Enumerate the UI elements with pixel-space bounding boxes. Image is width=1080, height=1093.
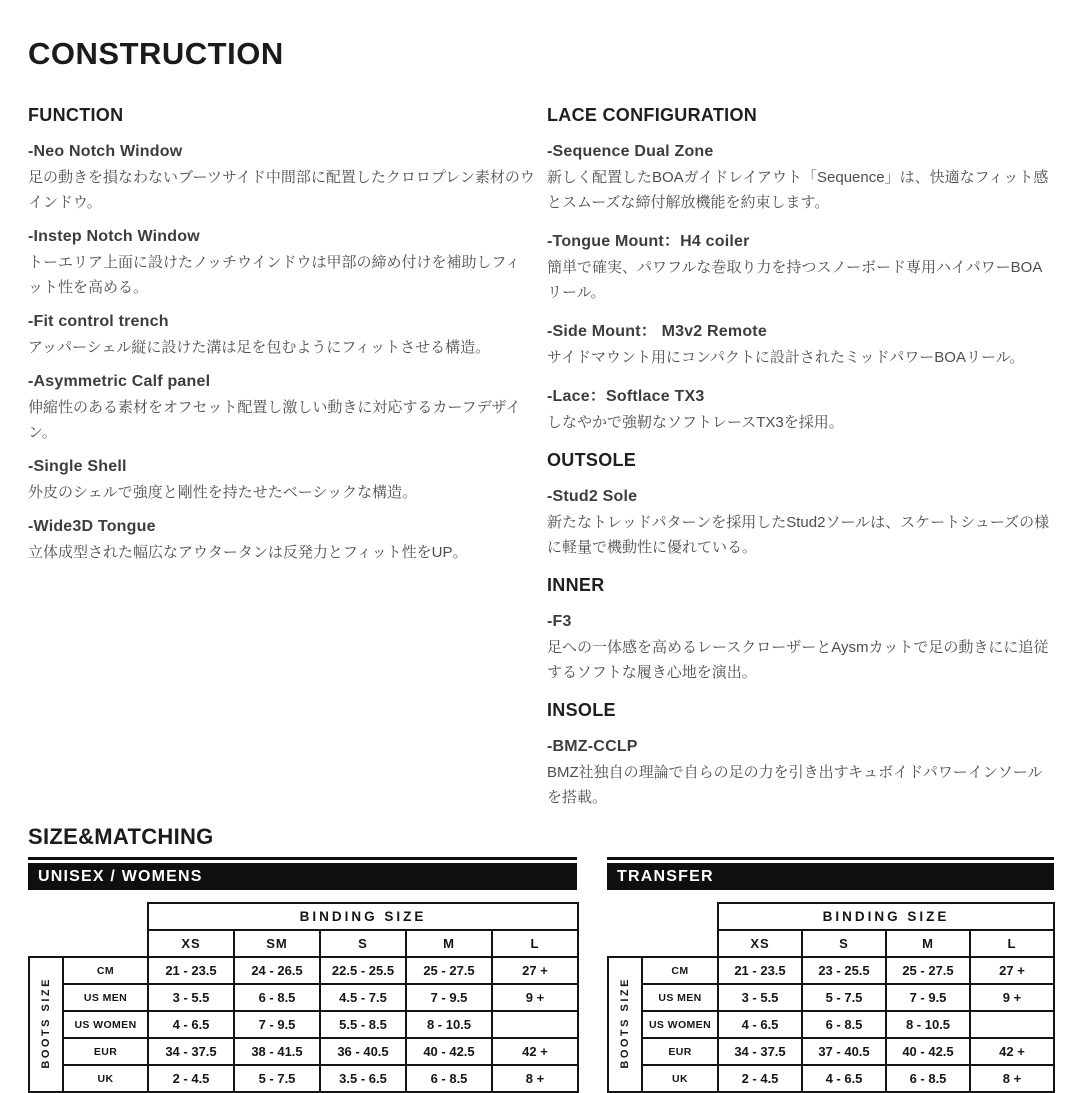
size-cell: 42 + bbox=[492, 1038, 578, 1065]
size-cell: 5.5 - 8.5 bbox=[320, 1011, 406, 1038]
table-row bbox=[608, 984, 1054, 1011]
size-cell: 7 - 9.5 bbox=[234, 1011, 320, 1038]
boots-size-label: BOOTS SIZE bbox=[40, 977, 52, 1069]
feature-item-tongue-mount-h4 bbox=[547, 228, 1054, 305]
feature-desc: 新たなトレッドパターンを採用したStud2ソールは、スケートシューズの様に軽量で機動性に優れている。 bbox=[547, 514, 1050, 556]
feature-item-stud2-sole bbox=[547, 488, 1054, 560]
feature-desc: 伸縮性のある素材をオフセット配置し激しい動きに対応するカーフデザイン。 bbox=[28, 399, 521, 441]
size-cell bbox=[970, 1011, 1054, 1038]
size-cell: 6 - 8.5 bbox=[802, 1011, 886, 1038]
size-cell: 4 - 6.5 bbox=[718, 1011, 802, 1038]
table-row bbox=[29, 1011, 578, 1038]
size-cell: 8 - 10.5 bbox=[406, 1011, 492, 1038]
size-col-header: XS bbox=[148, 930, 234, 957]
size-cell: 6 - 8.5 bbox=[406, 1065, 492, 1092]
feature-item-asymmetric-calf-panel bbox=[28, 373, 535, 445]
feature-title: -Asymmetric Calf panel bbox=[28, 373, 211, 390]
size-cell: 5 - 7.5 bbox=[234, 1065, 320, 1092]
unisex-womens-table-block bbox=[28, 857, 577, 1093]
row-label: US MEN bbox=[63, 984, 148, 1011]
feature-item-softlace-tx3 bbox=[547, 383, 1054, 435]
size-cell: 9 + bbox=[492, 984, 578, 1011]
size-cell: 36 - 40.5 bbox=[320, 1038, 406, 1065]
row-label: US MEN bbox=[642, 984, 718, 1011]
feature-item-bmz-cclp bbox=[547, 738, 1054, 810]
size-cell: 27 + bbox=[492, 957, 578, 984]
size-col-header: SM bbox=[234, 930, 320, 957]
table-top-rule bbox=[607, 857, 1054, 860]
feature-item-single-shell bbox=[28, 458, 535, 505]
size-col-header: M bbox=[886, 930, 970, 957]
table-top-rule bbox=[28, 857, 577, 860]
table-row bbox=[608, 1011, 1054, 1038]
feature-item-sequence-dual-zone bbox=[547, 143, 1054, 215]
table-row bbox=[608, 957, 1054, 984]
size-cell: 8 + bbox=[970, 1065, 1054, 1092]
boots-size-label: BOOTS SIZE bbox=[619, 977, 631, 1069]
size-col-header: XS bbox=[718, 930, 802, 957]
spacer-cell bbox=[29, 903, 148, 930]
feature-desc: 足の動きを損なわないブーツサイド中間部に配置したクロロプレン素材のウインドウ。 bbox=[28, 169, 535, 211]
size-cell: 7 - 9.5 bbox=[886, 984, 970, 1011]
feature-desc: 足への一体感を高めるレースクローザーとAysmカットで足の動きにに追従するソフトな履き心地を演出。 bbox=[547, 639, 1049, 681]
size-cell: 6 - 8.5 bbox=[234, 984, 320, 1011]
feature-desc: 外皮のシェルで強度と剛性を持たせたベーシックな構造。 bbox=[28, 484, 418, 501]
feature-title: -F3 bbox=[547, 613, 572, 630]
size-cell: 3.5 - 6.5 bbox=[320, 1065, 406, 1092]
feature-desc: 立体成型された幅広なアウタータンは反発力とフィット性をUP。 bbox=[28, 544, 468, 561]
feature-item-instep-notch-window bbox=[28, 228, 535, 300]
feature-title: -Side Mount： M3v2 Remote bbox=[547, 323, 767, 340]
size-col-header: S bbox=[802, 930, 886, 957]
size-cell: 34 - 37.5 bbox=[148, 1038, 234, 1065]
feature-desc: BMZ社独自の理論で自らの足の力を引き出すキュボイドパワーインソールを搭載。 bbox=[547, 764, 1043, 806]
size-cell: 2 - 4.5 bbox=[718, 1065, 802, 1092]
unisex-womens-size-table bbox=[28, 902, 579, 1093]
feature-item-side-mount-m3v2 bbox=[547, 318, 1054, 370]
size-cell: 3 - 5.5 bbox=[148, 984, 234, 1011]
table-row bbox=[608, 1038, 1054, 1065]
table-category-label: TRANSFER bbox=[617, 867, 714, 885]
transfer-table-block bbox=[607, 857, 1054, 1093]
feature-title: -Single Shell bbox=[28, 458, 127, 475]
feature-desc: アッパーシェル縦に設けた溝は足を包むようにフィットさせる構造。 bbox=[28, 339, 491, 356]
spacer-cell bbox=[608, 903, 718, 930]
table-row bbox=[608, 1065, 1054, 1092]
details-column bbox=[547, 105, 1054, 810]
spacer-cell bbox=[29, 930, 148, 957]
size-matching-heading: SIZE&MATCHING bbox=[28, 824, 214, 849]
size-cell: 34 - 37.5 bbox=[718, 1038, 802, 1065]
size-cell: 40 - 42.5 bbox=[406, 1038, 492, 1065]
feature-desc: しなやかで強靭なソフトレースTX3を採用。 bbox=[547, 414, 844, 431]
size-cell: 7 - 9.5 bbox=[406, 984, 492, 1011]
size-cell: 22.5 - 25.5 bbox=[320, 957, 406, 984]
size-cell: 8 - 10.5 bbox=[886, 1011, 970, 1038]
row-label: EUR bbox=[642, 1038, 718, 1065]
size-col-header: L bbox=[492, 930, 578, 957]
feature-item-fit-control-trench bbox=[28, 313, 535, 360]
size-cell: 42 + bbox=[970, 1038, 1054, 1065]
row-label: UK bbox=[642, 1065, 718, 1092]
table-category-label: UNISEX / WOMENS bbox=[38, 867, 203, 885]
feature-title: -Lace：Softlace TX3 bbox=[547, 388, 705, 405]
section-heading-outsole: OUTSOLE bbox=[547, 450, 637, 470]
feature-title: -Instep Notch Window bbox=[28, 228, 200, 245]
table-row bbox=[29, 957, 578, 984]
size-cell: 2 - 4.5 bbox=[148, 1065, 234, 1092]
table-row bbox=[29, 1065, 578, 1092]
feature-desc: 新しく配置したBOAガイドレイアウト「Sequence」は、快適なフィット感とスムーズな締付解放機能を約束します。 bbox=[547, 169, 1049, 211]
boots-size-label-cell bbox=[29, 957, 63, 1092]
size-cell: 21 - 23.5 bbox=[148, 957, 234, 984]
size-col-header: M bbox=[406, 930, 492, 957]
size-cell: 38 - 41.5 bbox=[234, 1038, 320, 1065]
row-label: US WOMEN bbox=[63, 1011, 148, 1038]
section-heading-lace-configuration: LACE CONFIGURATION bbox=[547, 105, 758, 125]
size-cell: 24 - 26.5 bbox=[234, 957, 320, 984]
size-cell bbox=[492, 1011, 578, 1038]
feature-title: -Stud2 Sole bbox=[547, 488, 638, 505]
table-category-bar bbox=[607, 863, 1054, 890]
binding-size-header: BINDING SIZE bbox=[718, 903, 1054, 930]
size-cell: 4 - 6.5 bbox=[802, 1065, 886, 1092]
row-label: US WOMEN bbox=[642, 1011, 718, 1038]
size-cell: 27 + bbox=[970, 957, 1054, 984]
size-cell: 8 + bbox=[492, 1065, 578, 1092]
transfer-size-table bbox=[607, 902, 1055, 1093]
table-category-bar bbox=[28, 863, 577, 890]
table-row bbox=[29, 1038, 578, 1065]
row-label: CM bbox=[63, 957, 148, 984]
size-cell: 6 - 8.5 bbox=[886, 1065, 970, 1092]
size-cell: 3 - 5.5 bbox=[718, 984, 802, 1011]
feature-desc: サイドマウント用にコンパクトに設計されたミッドパワーBOAリール。 bbox=[547, 349, 1025, 366]
feature-title: -Neo Notch Window bbox=[28, 143, 183, 160]
boots-size-label-cell bbox=[608, 957, 642, 1092]
size-cell: 21 - 23.5 bbox=[718, 957, 802, 984]
size-cell: 40 - 42.5 bbox=[886, 1038, 970, 1065]
feature-desc: トーエリア上面に設けたノッチウインドウは甲部の締め付けを補助しフィット性を高める。 bbox=[28, 254, 521, 296]
feature-title: -Fit control trench bbox=[28, 313, 169, 330]
feature-title: -Sequence Dual Zone bbox=[547, 143, 714, 160]
size-cell: 5 - 7.5 bbox=[802, 984, 886, 1011]
feature-desc: 簡単で確実、パワフルな巻取り力を持つスノーボード専用ハイパワーBOAリール。 bbox=[547, 259, 1043, 301]
function-column bbox=[28, 105, 535, 565]
row-label: EUR bbox=[63, 1038, 148, 1065]
size-cell: 23 - 25.5 bbox=[802, 957, 886, 984]
feature-item-wide3d-tongue bbox=[28, 518, 535, 565]
table-row bbox=[29, 984, 578, 1011]
feature-title: -Tongue Mount：H4 coiler bbox=[547, 233, 750, 250]
row-label: CM bbox=[642, 957, 718, 984]
size-cell: 9 + bbox=[970, 984, 1054, 1011]
spacer-cell bbox=[608, 930, 718, 957]
section-heading-insole: INSOLE bbox=[547, 700, 616, 720]
feature-title: -BMZ-CCLP bbox=[547, 738, 638, 755]
section-heading-function: FUNCTION bbox=[28, 105, 124, 125]
size-cell: 25 - 27.5 bbox=[406, 957, 492, 984]
size-cell: 4.5 - 7.5 bbox=[320, 984, 406, 1011]
size-cell: 25 - 27.5 bbox=[886, 957, 970, 984]
feature-item-f3 bbox=[547, 613, 1054, 685]
row-label: UK bbox=[63, 1065, 148, 1092]
size-cell: 4 - 6.5 bbox=[148, 1011, 234, 1038]
page-title: CONSTRUCTION bbox=[28, 36, 284, 71]
size-cell: 37 - 40.5 bbox=[802, 1038, 886, 1065]
size-col-header: S bbox=[320, 930, 406, 957]
size-col-header: L bbox=[970, 930, 1054, 957]
binding-size-header: BINDING SIZE bbox=[148, 903, 578, 930]
feature-title: -Wide3D Tongue bbox=[28, 518, 156, 535]
section-heading-inner: INNER bbox=[547, 575, 605, 595]
feature-item-neo-notch-window bbox=[28, 143, 535, 215]
